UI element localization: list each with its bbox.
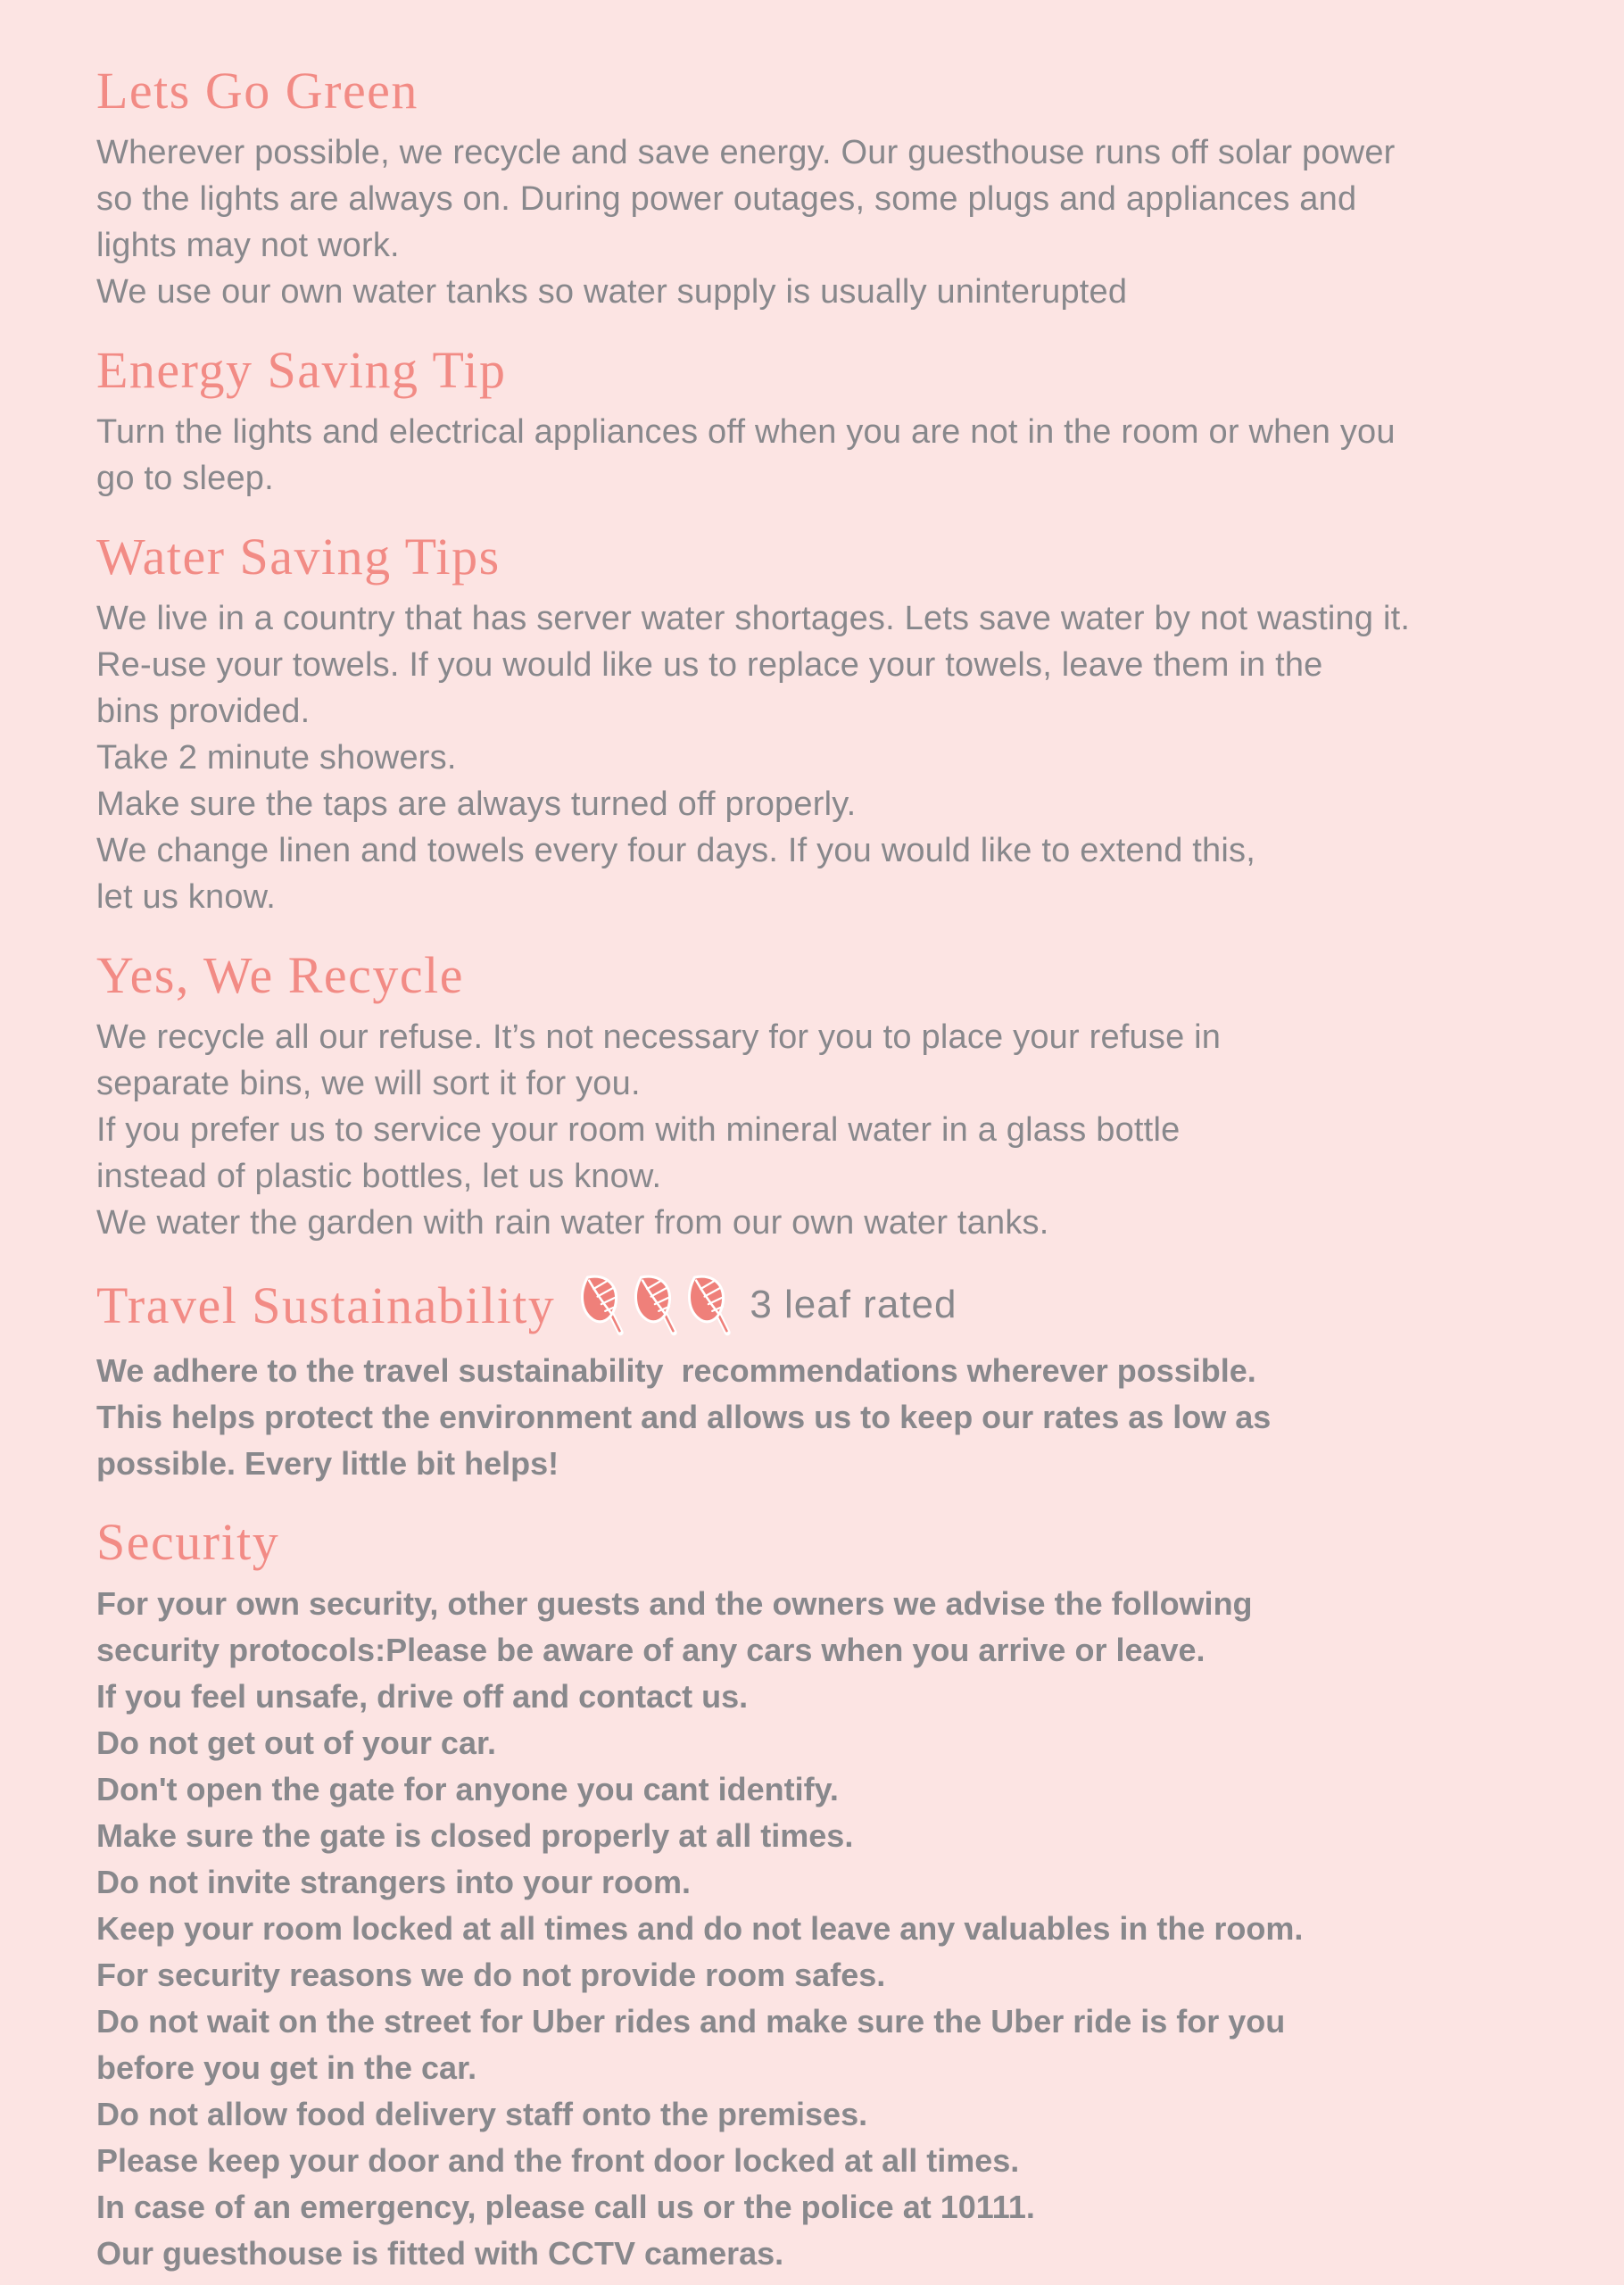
leaf-icon [575,1273,626,1337]
text-line: so the lights are always on. During power outages, some plugs and appliances and [96,180,1357,218]
text-line: Wherever possible, we recycle and save energy. Our guesthouse runs off solar power [96,134,1396,171]
text-line: Make sure the gate is closed properly at all times. [96,1817,854,1854]
leaf-icon [682,1273,733,1337]
section-body-lets-go-green [96,129,1553,315]
text-line: Make sure the taps are always turned off properly. [96,785,857,823]
text-line: In case of an emergency, please call us or the police at 10111. [96,2189,1035,2225]
section-water-saving-tips [96,528,1553,920]
text-line: If you feel unsafe, drive off and contact us. [96,1678,749,1715]
text-line: Do not get out of your car. [96,1724,496,1761]
text-line: go to sleep. [96,460,274,497]
text-line: This helps protect the environment and allows us to keep our rates as low as [96,1399,1272,1435]
section-body-energy-saving-tip [96,409,1553,502]
text-line: let us know. [96,878,276,916]
section-heading-energy-saving-tip: Energy Saving Tip [96,341,507,399]
text-line: Keep your room locked at all times and do not leave any valuables in the room. [96,1910,1304,1947]
text-line: Don't open the gate for anyone you cant identify. [96,1771,839,1807]
text-line: If you prefer us to service your room with mineral water in a glass bottle [96,1111,1181,1149]
text-line: security protocols:Please be aware of any cars when you arrive or leave. [96,1632,1206,1668]
text-line: Turn the lights and electrical appliances off when you are not in the room or when you [96,413,1396,451]
section-heading-yes-we-recycle: Yes, We Recycle [96,946,464,1004]
section-body-security [96,1581,1553,2277]
text-line: We change linen and towels every four days. If you would like to extend this, [96,832,1255,869]
text-line: separate bins, we will sort it for you. [96,1065,641,1102]
section-heading-travel-sustainability: Travel Sustainability [96,1275,556,1334]
section-security [96,1514,1553,2277]
text-line: Our guesthouse is fitted with CCTV cameras. [96,2235,784,2272]
section-heading-security: Security [96,1513,280,1571]
leaf-rating-icons [575,1273,733,1337]
text-line: For security reasons we do not provide room safes. [96,1957,886,1993]
section-travel-sustainability [96,1273,1553,1487]
text-line: bins provided. [96,693,311,730]
text-line: We live in a country that has server water shortages. Lets save water by not wasting it. [96,600,1411,637]
text-line: Please keep your door and the front door locked at all times. [96,2142,1020,2179]
text-line: We adhere to the travel sustainability recommendations wherever possible. [96,1352,1256,1389]
text-line: Do not invite strangers into your room. [96,1864,692,1900]
text-line: lights may not work. [96,227,400,264]
section-body-water-saving-tips [96,595,1553,920]
leaf-icon [628,1273,680,1337]
section-body-travel-sustainability [96,1348,1553,1487]
travel-sustainability-heading-row [96,1273,1553,1337]
text-line: before you get in the car. [96,2049,477,2086]
text-line: For your own security, other guests and the owners we advise the following [96,1585,1253,1622]
section-energy-saving-tip [96,342,1553,502]
leaf-rating-label: 3 leaf rated [750,1283,957,1326]
text-line: We use our own water tanks so water supply is usually uninterupted [96,273,1128,311]
text-line: We water the garden with rain water from our own water tanks. [96,1204,1049,1242]
section-body-yes-we-recycle [96,1014,1553,1246]
text-line: possible. Every little bit helps! [96,1445,559,1482]
section-heading-water-saving-tips: Water Saving Tips [96,528,501,586]
text-line: Do not wait on the street for Uber rides and make sure the Uber ride is for you [96,2003,1286,2040]
text-line: Do not allow food delivery staff onto the premises. [96,2096,868,2132]
text-line: instead of plastic bottles, let us know. [96,1158,662,1195]
text-line: Re-use your towels. If you would like us to replace your towels, leave them in the [96,646,1323,684]
section-lets-go-green [96,62,1553,315]
section-heading-lets-go-green: Lets Go Green [96,62,418,120]
text-line: We recycle all our refuse. It’s not necessary for you to place your refuse in [96,1018,1222,1056]
text-line: Take 2 minute showers. [96,739,457,777]
section-yes-we-recycle [96,947,1553,1246]
